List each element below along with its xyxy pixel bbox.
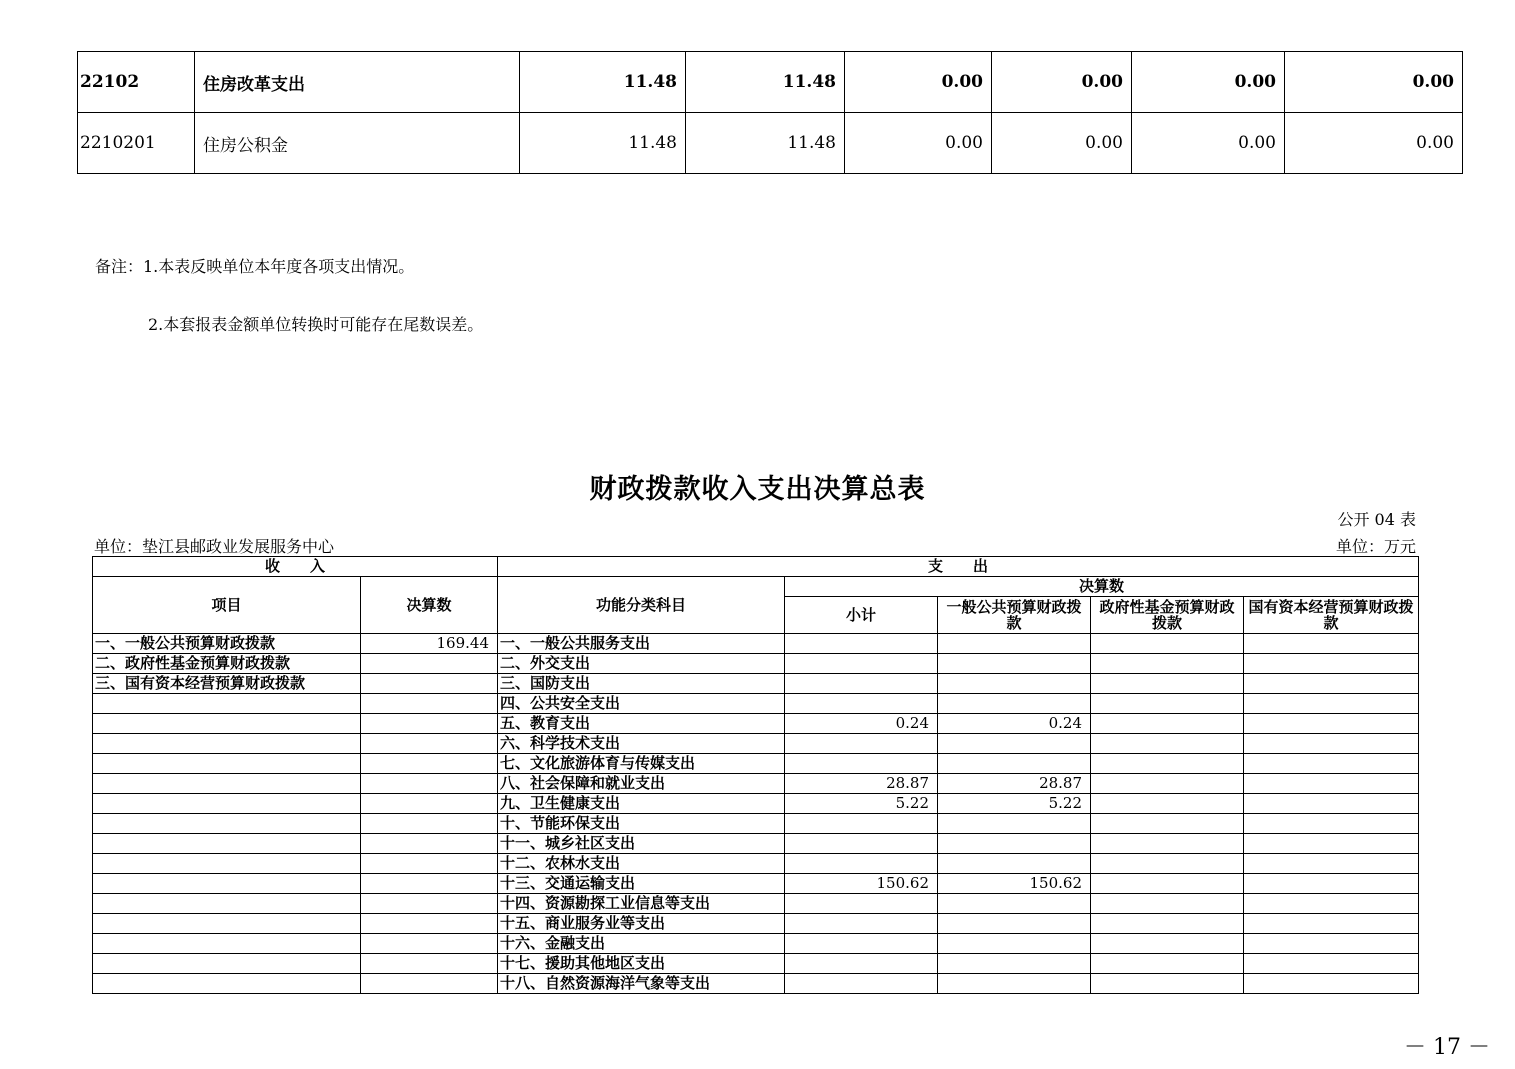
- subtotal-amount: [785, 754, 938, 774]
- gov-fund-amount: [1091, 654, 1244, 674]
- amount-cell: 11.48: [520, 52, 686, 113]
- general-budget-amount: [938, 834, 1091, 854]
- income-item: [93, 854, 361, 874]
- header-item: 项目: [93, 577, 361, 634]
- header-gov-fund: 政府性基金预算财政拨款: [1091, 597, 1244, 634]
- income-amount: [361, 734, 498, 754]
- state-capital-amount: [1244, 774, 1419, 794]
- expenditure-detail-table: [77, 51, 1463, 174]
- gov-fund-amount: [1091, 934, 1244, 954]
- table-row: [93, 714, 1419, 734]
- header-row-1: [93, 557, 1419, 577]
- header-final-amount: 决算数: [785, 577, 1419, 597]
- table-row: [93, 634, 1419, 654]
- expense-item: 十七、援助其他地区支出: [498, 954, 785, 974]
- page-number: － 17 －: [1404, 1035, 1490, 1060]
- general-budget-amount: [938, 814, 1091, 834]
- note-line-1: 备注：1.本表反映单位本年度各项支出情况。: [95, 257, 415, 276]
- state-capital-amount: [1244, 694, 1419, 714]
- table-row: [93, 694, 1419, 714]
- general-budget-amount: [938, 654, 1091, 674]
- subtotal-amount: [785, 814, 938, 834]
- amount-cell: 11.48: [686, 52, 845, 113]
- header-expense: 支 出: [498, 557, 1419, 577]
- subtotal-amount: [785, 674, 938, 694]
- header-state-capital: 国有资本经营预算财政拨款: [1244, 597, 1419, 634]
- income-item: [93, 894, 361, 914]
- state-capital-amount: [1244, 714, 1419, 734]
- income-amount: [361, 674, 498, 694]
- expense-item: 十三、交通运输支出: [498, 874, 785, 894]
- gov-fund-amount: [1091, 674, 1244, 694]
- expense-item: 五、教育支出: [498, 714, 785, 734]
- income-amount: [361, 894, 498, 914]
- summary-body: [93, 634, 1419, 994]
- header-row-2: [93, 577, 1419, 597]
- general-budget-amount: [938, 754, 1091, 774]
- income-amount: [361, 914, 498, 934]
- general-budget-amount: [938, 954, 1091, 974]
- amount-cell: 0.00: [1285, 113, 1463, 174]
- header-function-class: 功能分类科目: [498, 577, 785, 634]
- state-capital-amount: [1244, 854, 1419, 874]
- gov-fund-amount: [1091, 714, 1244, 734]
- amount-cell: 11.48: [686, 113, 845, 174]
- subtotal-amount: [785, 854, 938, 874]
- gov-fund-amount: [1091, 974, 1244, 994]
- header-general-budget: 一般公共预算财政拨款: [938, 597, 1091, 634]
- expense-item: 十五、商业服务业等支出: [498, 914, 785, 934]
- state-capital-amount: [1244, 674, 1419, 694]
- gov-fund-amount: [1091, 774, 1244, 794]
- table-code: 公开 04 表: [1337, 510, 1416, 529]
- subtotal-amount: [785, 914, 938, 934]
- table-row: [93, 654, 1419, 674]
- expense-item: 十、节能环保支出: [498, 814, 785, 834]
- general-budget-amount: [938, 734, 1091, 754]
- table-row: [93, 754, 1419, 774]
- income-amount: 169.44: [361, 634, 498, 654]
- gov-fund-amount: [1091, 794, 1244, 814]
- gov-fund-amount: [1091, 754, 1244, 774]
- general-budget-amount: [938, 934, 1091, 954]
- expense-item: 六、科学技术支出: [498, 734, 785, 754]
- header-amount: 决算数: [361, 577, 498, 634]
- subtotal-amount: [785, 954, 938, 974]
- gov-fund-amount: [1091, 834, 1244, 854]
- subject-code: 22102: [78, 52, 195, 113]
- expense-item: 四、公共安全支出: [498, 694, 785, 714]
- income-item: [93, 714, 361, 734]
- subtotal-amount: [785, 734, 938, 754]
- income-item: [93, 774, 361, 794]
- general-budget-amount: 28.87: [938, 774, 1091, 794]
- state-capital-amount: [1244, 654, 1419, 674]
- income-amount: [361, 814, 498, 834]
- income-item: [93, 814, 361, 834]
- subtotal-amount: [785, 894, 938, 914]
- state-capital-amount: [1244, 954, 1419, 974]
- state-capital-amount: [1244, 974, 1419, 994]
- gov-fund-amount: [1091, 914, 1244, 934]
- amount-cell: 0.00: [845, 113, 992, 174]
- general-budget-amount: 0.24: [938, 714, 1091, 734]
- income-amount: [361, 974, 498, 994]
- unit-organization: 单位：垫江县邮政业发展服务中心: [94, 537, 335, 556]
- state-capital-amount: [1244, 914, 1419, 934]
- income-item: [93, 794, 361, 814]
- subtotal-amount: [785, 934, 938, 954]
- income-item: [93, 754, 361, 774]
- general-budget-amount: 150.62: [938, 874, 1091, 894]
- income-item: [93, 874, 361, 894]
- header-subtotal: 小计: [785, 597, 938, 634]
- expense-item: 七、文化旅游体育与传媒支出: [498, 754, 785, 774]
- income-item: [93, 734, 361, 754]
- expense-item: 十六、金融支出: [498, 934, 785, 954]
- income-amount: [361, 714, 498, 734]
- report-title: 财政拨款收入支出决算总表: [589, 474, 926, 505]
- income-item: 三、国有资本经营预算财政拨款: [93, 674, 361, 694]
- state-capital-amount: [1244, 734, 1419, 754]
- state-capital-amount: [1244, 874, 1419, 894]
- expense-item: 九、卫生健康支出: [498, 794, 785, 814]
- fiscal-appropriation-summary-table: [92, 556, 1419, 994]
- subject-name: 住房改革支出: [195, 52, 520, 113]
- income-amount: [361, 834, 498, 854]
- subtotal-amount: 5.22: [785, 794, 938, 814]
- income-amount: [361, 774, 498, 794]
- subject-code: 2210201: [78, 113, 195, 174]
- gov-fund-amount: [1091, 954, 1244, 974]
- income-item: 一、一般公共预算财政拨款: [93, 634, 361, 654]
- expense-item: 十二、农林水支出: [498, 854, 785, 874]
- subtotal-amount: 28.87: [785, 774, 938, 794]
- income-amount: [361, 874, 498, 894]
- unit-currency: 单位：万元: [1335, 537, 1416, 556]
- income-item: [93, 934, 361, 954]
- general-budget-amount: [938, 854, 1091, 874]
- state-capital-amount: [1244, 634, 1419, 654]
- subtotal-amount: 150.62: [785, 874, 938, 894]
- income-item: [93, 914, 361, 934]
- general-budget-amount: [938, 974, 1091, 994]
- expense-item: 一、一般公共服务支出: [498, 634, 785, 654]
- state-capital-amount: [1244, 754, 1419, 774]
- amount-cell: 0.00: [992, 52, 1132, 113]
- table-row: [93, 774, 1419, 794]
- general-budget-amount: [938, 894, 1091, 914]
- table-row: [93, 954, 1419, 974]
- gov-fund-amount: [1091, 894, 1244, 914]
- general-budget-amount: [938, 914, 1091, 934]
- expense-item: 十八、自然资源海洋气象等支出: [498, 974, 785, 994]
- income-item: [93, 954, 361, 974]
- gov-fund-amount: [1091, 814, 1244, 834]
- income-amount: [361, 754, 498, 774]
- header-income: 收 入: [93, 557, 498, 577]
- gov-fund-amount: [1091, 854, 1244, 874]
- table-row: [93, 934, 1419, 954]
- amount-cell: 11.48: [520, 113, 686, 174]
- income-item: 二、政府性基金预算财政拨款: [93, 654, 361, 674]
- expense-item: 二、外交支出: [498, 654, 785, 674]
- table-row: [78, 52, 1463, 113]
- subtotal-amount: 0.24: [785, 714, 938, 734]
- state-capital-amount: [1244, 814, 1419, 834]
- table-row: [93, 734, 1419, 754]
- table-row: [93, 854, 1419, 874]
- income-amount: [361, 954, 498, 974]
- expense-item: 十一、城乡社区支出: [498, 834, 785, 854]
- expense-item: 三、国防支出: [498, 674, 785, 694]
- income-amount: [361, 794, 498, 814]
- subtotal-amount: [785, 974, 938, 994]
- amount-cell: 0.00: [1132, 52, 1285, 113]
- state-capital-amount: [1244, 834, 1419, 854]
- income-item: [93, 834, 361, 854]
- gov-fund-amount: [1091, 634, 1244, 654]
- income-amount: [361, 654, 498, 674]
- subtotal-amount: [785, 654, 938, 674]
- amount-cell: 0.00: [1132, 113, 1285, 174]
- expense-item: 十四、资源勘探工业信息等支出: [498, 894, 785, 914]
- table-row: [93, 814, 1419, 834]
- amount-cell: 0.00: [845, 52, 992, 113]
- income-amount: [361, 854, 498, 874]
- gov-fund-amount: [1091, 734, 1244, 754]
- table-row: [78, 113, 1463, 174]
- amount-cell: 0.00: [1285, 52, 1463, 113]
- state-capital-amount: [1244, 794, 1419, 814]
- amount-cell: 0.00: [992, 113, 1132, 174]
- state-capital-amount: [1244, 934, 1419, 954]
- income-item: [93, 694, 361, 714]
- note-line-2: 2.本套报表金额单位转换时可能存在尾数误差。: [148, 315, 484, 334]
- gov-fund-amount: [1091, 874, 1244, 894]
- table-row: [93, 834, 1419, 854]
- table-row: [93, 974, 1419, 994]
- table-row: [93, 914, 1419, 934]
- table-row: [93, 674, 1419, 694]
- expenditure-detail-body: [78, 52, 1463, 174]
- income-amount: [361, 694, 498, 714]
- general-budget-amount: [938, 694, 1091, 714]
- state-capital-amount: [1244, 894, 1419, 914]
- subtotal-amount: [785, 694, 938, 714]
- table-row: [93, 874, 1419, 894]
- general-budget-amount: [938, 634, 1091, 654]
- income-amount: [361, 934, 498, 954]
- table-row: [93, 894, 1419, 914]
- general-budget-amount: 5.22: [938, 794, 1091, 814]
- subject-name: 住房公积金: [195, 113, 520, 174]
- table-row: [93, 794, 1419, 814]
- subtotal-amount: [785, 634, 938, 654]
- expense-item: 八、社会保障和就业支出: [498, 774, 785, 794]
- general-budget-amount: [938, 674, 1091, 694]
- gov-fund-amount: [1091, 694, 1244, 714]
- income-item: [93, 974, 361, 994]
- subtotal-amount: [785, 834, 938, 854]
